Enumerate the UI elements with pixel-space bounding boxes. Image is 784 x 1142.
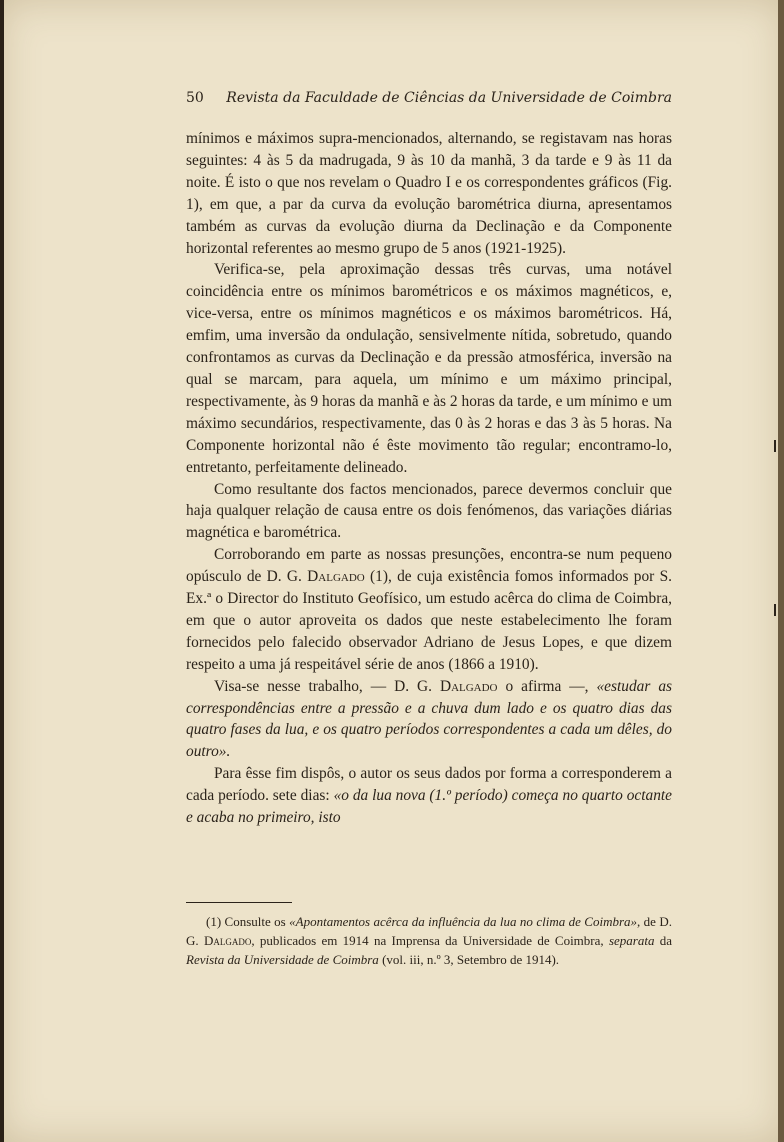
p6-text: Para êsse fim dispôs, o autor os seus dados por forma a corresponderem a cada período. sete dias: (186, 765, 672, 805)
fn-marker: (1) Consulte os (206, 914, 290, 929)
margin-mark (774, 604, 776, 616)
fn-title: «Apontamentos acêrca da influência da lua no clima de Coimbra» (289, 914, 638, 929)
paragraph-3: Como resultante dos factos mencionados, parece devermos concluir que haja qualquer relação de causa entre os dois fenómenos, das variações diárias magnética e barométrica. (186, 480, 672, 542)
p5-quote: «estudar as correspondências entre a pressão e a chuva dum lado e os quatro dias das quatro fases da lua, e os quatro períodos correspondentes a cada um dêles, do outro». (186, 677, 673, 761)
paragraph-4 (186, 544, 672, 675)
journal-title: Revista da Faculdade de Ciências da Universidade de Coimbra (226, 90, 672, 106)
fn-separata: separata (608, 933, 655, 948)
p4-text-a: Corroborando em parte as nossas presunções, encontra-se num pequeno opúsculo de D. G. (186, 546, 672, 586)
page-number: 50 (186, 90, 204, 106)
paragraph-2: Verifica-se, pela aproximação dessas três curvas, uma notável coincidência entre os mínimos barométricos e os máximos magnéticos, e, vice-versa, entre os mínimos magnéticos e os máximos barométricos. Há, emfim, uma inversão da ondulação, sensivelmente nítida, sobretudo, quando confrontamos as curvas da Declinação e da pressão atmosférica, inversão na qual se marcam, para aquela, um mínimo e um máximo principal, respectivamente, às 9 horas da manhã e às 2 horas da tarde, e um mínimo e um máximo secundários, respectivamente, das 0 às 2 horas e das 3 às 5 horas. Na Componente horizontal não é êste movimento tão regular; encontramo-lo, entretanto, perfeitamente delineado. (186, 261, 672, 476)
author-name: Dalgado (307, 568, 365, 586)
p4-text-b: (1), de cuja existência fomos informados por S. Ex.ª o Director do Instituto Geofísico, um estudo acêrca do clima de Coimbra, em que o autor aproveita os dados que neste estabelecimento lhe foram fornecidos pelo falecido observador Adriano de Jesus Lopes, e que dizem respeito a uma já respeitável série de anos (1866 a 1910). (186, 568, 672, 673)
footnote (186, 912, 672, 969)
p5-text-a: Visa-se nesse trabalho, — D. G. (214, 677, 440, 695)
fn-end: (vol. iii, n.º 3, Setembro de 1914). (378, 952, 560, 967)
paragraph-5 (186, 676, 672, 764)
fn-journal: Revista da Universidade de Coimbra (186, 952, 379, 967)
p5-text-b: o afirma —, (497, 677, 597, 695)
fn-mid2: , publicados em 1914 na Imprensa da Universidade de Coimbra, (251, 933, 609, 948)
fn-mid3: da (654, 933, 672, 948)
body-text (186, 128, 672, 829)
author-name: Dalgado (439, 677, 498, 695)
footnote-text (186, 912, 672, 969)
p6-quote: «o da lua nova (1.º período) começa no quarto octante e acaba no primeiro, isto (186, 787, 672, 827)
fn-author: Dalgado (203, 933, 252, 948)
paragraph-1: mínimos e máximos supra-mencionados, alternando, se registavam nas horas seguintes: 4 às 5 da madrugada, 9 às 10 da manhã, 3 da tarde e 9 às 11 da noite. É isto o que nos revelam o Quadro I e os correspondentes gráficos (Fig. 1), em que, a par da curva da evolução barométrica diurna, apresentamos também as curvas da evolução diurna da Declinação e da Componente horizontal referentes ao mesmo grupo de 5 anos (1921-1925). (186, 130, 672, 257)
page-right-edge (778, 0, 784, 1142)
footnote-rule (186, 902, 292, 903)
page-left-edge (0, 0, 4, 1142)
paragraph-6 (186, 763, 672, 829)
margin-mark (774, 440, 776, 452)
fn-mid1: , de D. G. (186, 914, 672, 948)
running-header (186, 90, 672, 106)
